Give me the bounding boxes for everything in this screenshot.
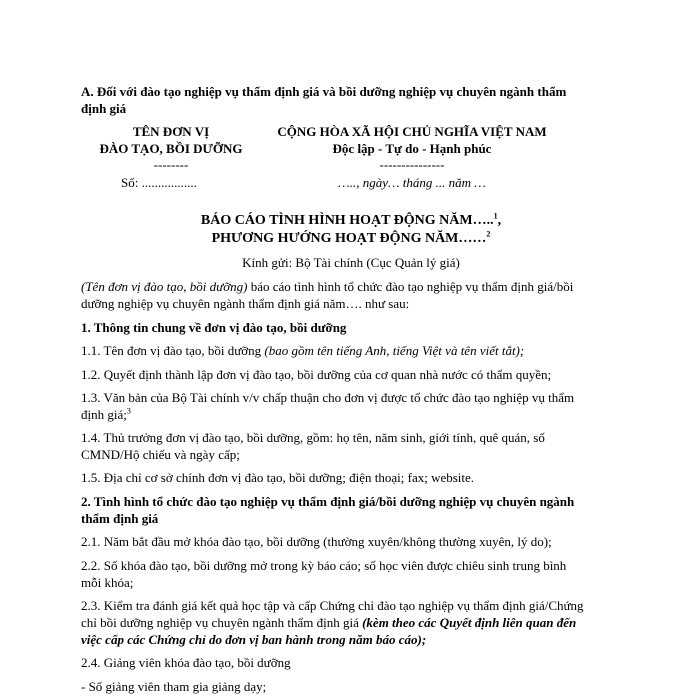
item-2-3-line3: việc cấp các Chứng chỉ do đơn vị ban hành trong năm báo cáo);: [81, 632, 427, 647]
unit-dashes: --------: [153, 157, 189, 172]
item-2-4-bullet: - Số giảng viên tham gia giảng dạy;: [81, 679, 267, 694]
unit-name-line1: TÊN ĐƠN VỊ: [132, 124, 210, 139]
document-date: ….., ngày… tháng ... năm …: [338, 175, 486, 190]
footnote-ref-2: 2: [486, 229, 491, 239]
footnote-ref-3: 3: [126, 406, 131, 416]
document-number: Số: .................: [121, 175, 197, 190]
section-1-heading: 1. Thông tin chung về đơn vị đào tạo, bồi dưỡng: [81, 320, 347, 335]
report-title-line2: PHƯƠNG HƯỚNG HOẠT ĐỘNG NĂM……$^2$: [211, 229, 491, 246]
section-2-heading-line2: thẩm định giá: [81, 511, 159, 526]
intro-line2: dưỡng nghiệp vụ chuyên ngành thẩm định giá năm…. như sau:: [81, 296, 410, 311]
item-1-4-line2: CMND/Hộ chiếu và ngày cấp;: [81, 447, 240, 462]
item-2-2-line2: mỗi khóa;: [81, 575, 134, 590]
report-title-line1: BÁO CÁO TÌNH HÌNH HOẠT ĐỘNG NĂM…..$^1$,: [200, 211, 502, 228]
item-1-3-line1: 1.3. Văn bản của Bộ Tài chính v/v chấp thuận cho đơn vị được tổ chức đào tạo nghiệp vụ thẩm: [81, 390, 575, 405]
national-dashes: ---------------: [379, 157, 445, 172]
item-2-1: 2.1. Năm bắt đầu mở khóa đào tạo, bồi dưỡng (thường xuyên/không thường xuyên, lý do);: [81, 534, 552, 549]
item-1-2: 1.2. Quyết định thành lập đơn vị đào tạo, bồi dưỡng của cơ quan nhà nước có thẩm quyền;: [81, 367, 552, 382]
national-motto: Độc lập - Tự do - Hạnh phúc: [332, 141, 492, 156]
item-2-3-line1: 2.3. Kiểm tra đánh giá kết quả học tập và cấp Chứng chỉ đào tạo nghiệp vụ thẩm định giá/Chứng: [81, 598, 584, 613]
section-a-heading-line2: định giá: [81, 101, 127, 116]
item-1-3-line2: định giá;$^3$: [81, 406, 131, 422]
item-2-3-line2: chỉ bồi dưỡng nghiệp vụ chuyên ngành thẩm định giá (kèm theo các Quyết định liên quan đến: [81, 615, 577, 630]
unit-name-line2: ĐÀO TẠO, BỒI DƯỠNG: [99, 141, 243, 156]
item-2-4: 2.4. Giảng viên khóa đào tạo, bồi dưỡng: [81, 655, 291, 670]
national-title: CỘNG HÒA XÃ HỘI CHỦ NGHĨA VIỆT NAM: [277, 124, 547, 139]
item-1-5: 1.5. Địa chỉ cơ sở chính đơn vị đào tạo, bồi dưỡng; điện thoại; fax; website.: [81, 470, 475, 485]
item-2-2-line1: 2.2. Số khóa đào tạo, bồi dưỡng mở trong kỳ báo cáo; số học viên được chiêu sinh trung bình: [81, 558, 567, 573]
section-2-heading-line1: 2. Tình hình tổ chức đào tạo nghiệp vụ thẩm định giá/bồi dưỡng nghiệp vụ chuyên ngành: [81, 494, 575, 509]
footnote-ref-1: 1: [493, 211, 498, 221]
item-1-4-line1: 1.4. Thủ trưởng đơn vị đào tạo, bồi dưỡng, gồm: họ tên, năm sinh, giới tính, quê quán, số: [81, 430, 545, 445]
intro-line1: (Tên đơn vị đào tạo, bồi dưỡng) báo cáo tình hình tổ chức đào tạo nghiệp vụ thẩm định giá/bồi: [81, 279, 574, 294]
item-1-1: 1.1. Tên đơn vị đào tạo, bồi dưỡng (bao gồm tên tiếng Anh, tiếng Việt và tên viết tắt);: [81, 343, 525, 358]
section-a-heading-line1: A. Đối với đào tạo nghiệp vụ thẩm định giá và bồi dưỡng nghiệp vụ chuyên ngành thẩm: [81, 84, 567, 99]
recipient: Kính gửi: Bộ Tài chính (Cục Quản lý giá): [242, 255, 460, 270]
